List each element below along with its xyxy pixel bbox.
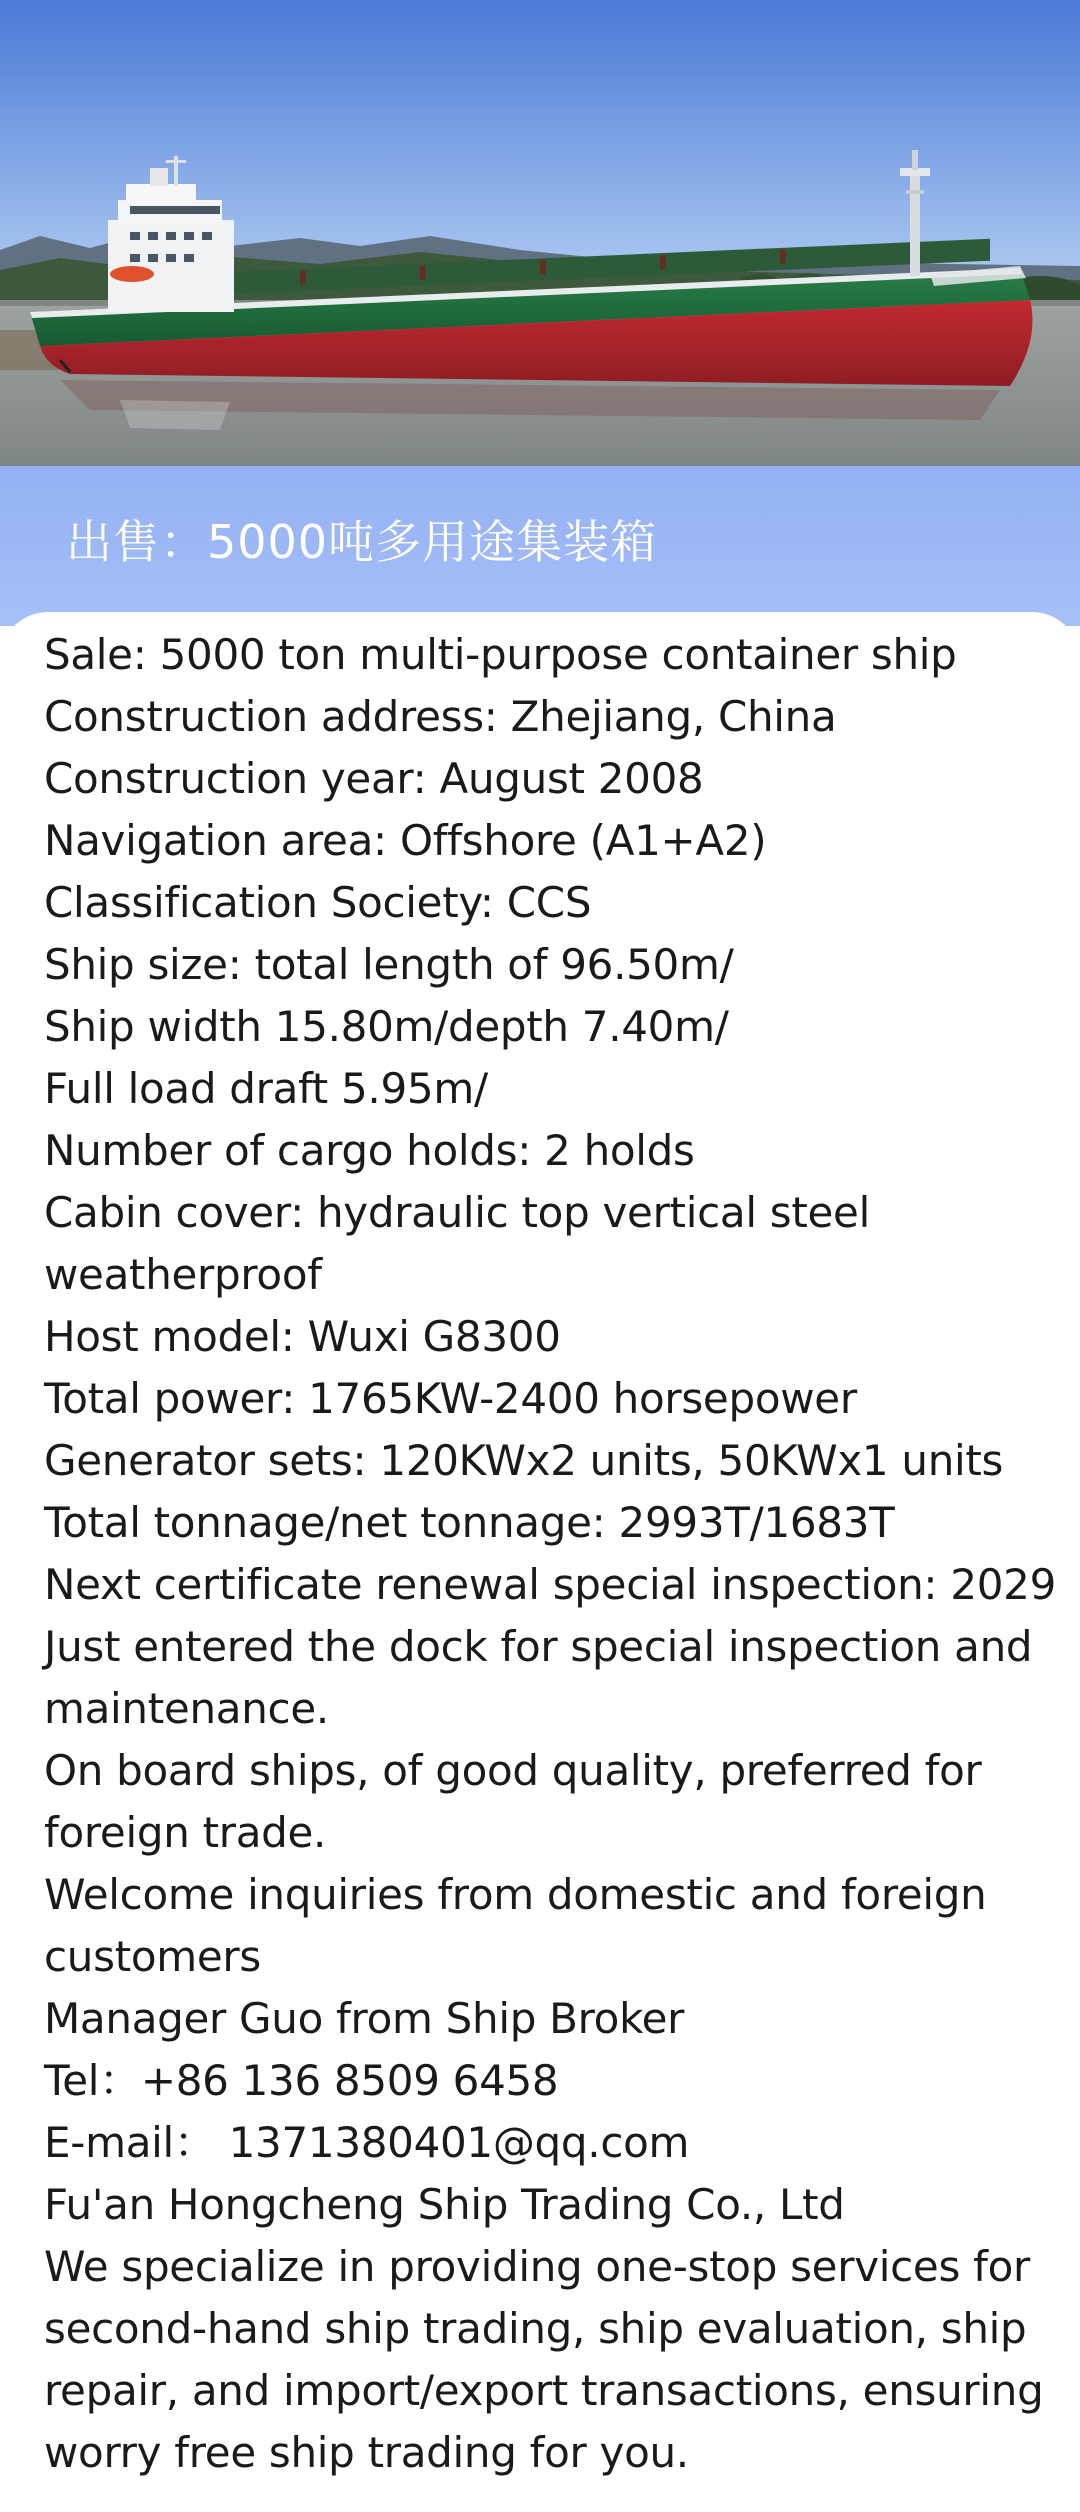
description-line: foreign trade. [44,1808,327,1857]
content-card [0,612,1080,2512]
description-line: Full load draft 5.95m/ [44,1064,488,1113]
description-line: Total power: 1765KW-2400 horsepower [44,1374,857,1423]
description-line: worry free ship trading for you. [44,2428,689,2477]
description-line: Just entered the dock for special inspection and [44,1622,1033,1671]
description-line: Navigation area: Offshore (A1+A2) [44,816,767,865]
description-line: On board ships, of good quality, preferred for [44,1746,982,1795]
email-line[interactable]: E-mail： 1371380401@qq.com [44,2118,690,2167]
lifeboat [110,266,154,282]
description-line: Next certificate renewal special inspection: 2029 [44,1560,1057,1609]
description-line: Number of cargo holds: 2 holds [44,1126,695,1175]
description-line: Generator sets: 120KWx2 units, 50KWx1 units [44,1436,1004,1485]
description-line: Construction year: August 2008 [44,754,704,803]
description-line: Construction address: Zhejiang, China [44,692,837,741]
ship-photo [0,0,1080,466]
description-line: maintenance. [44,1684,329,1733]
description-line: Classification Society: CCS [44,878,592,927]
description-line: second-hand ship trading, ship evaluation, ship [44,2304,1027,2353]
description-line: Total tonnage/net tonnage: 2993T/1683T [44,1498,895,1547]
description-line: Sale: 5000 ton multi-purpose container ship [44,630,957,679]
description-line: Manager Guo from Ship Broker [44,1994,685,2043]
phone-line[interactable]: Tel：+86 136 8509 6458 [44,2056,559,2105]
description-line: weatherproof [44,1250,322,1299]
description-line: customers [44,1932,261,1981]
description-line: Ship width 15.80m/depth 7.40m/ [44,1002,729,1051]
description-line: Host model: Wuxi G8300 [44,1312,561,1361]
description-line: Welcome inquiries from domestic and foreign [44,1870,987,1919]
ship-photo-drawing [0,0,1080,466]
description-line: Ship size: total length of 96.50m/ [44,940,734,989]
description-line: repair, and import/export transactions, ensuring [44,2366,1044,2415]
title-band [0,466,1080,626]
forward-mast [910,168,920,276]
description-line: Cabin cover: hydraulic top vertical steel [44,1188,870,1237]
page-title: 出售：5000吨多用途集装箱 [66,515,658,569]
description-lines [44,624,1064,2484]
description-line: Fu'an Hongcheng Ship Trading Co., Ltd [44,2180,845,2229]
description-line: We specialize in providing one-stop services for [44,2242,1030,2291]
